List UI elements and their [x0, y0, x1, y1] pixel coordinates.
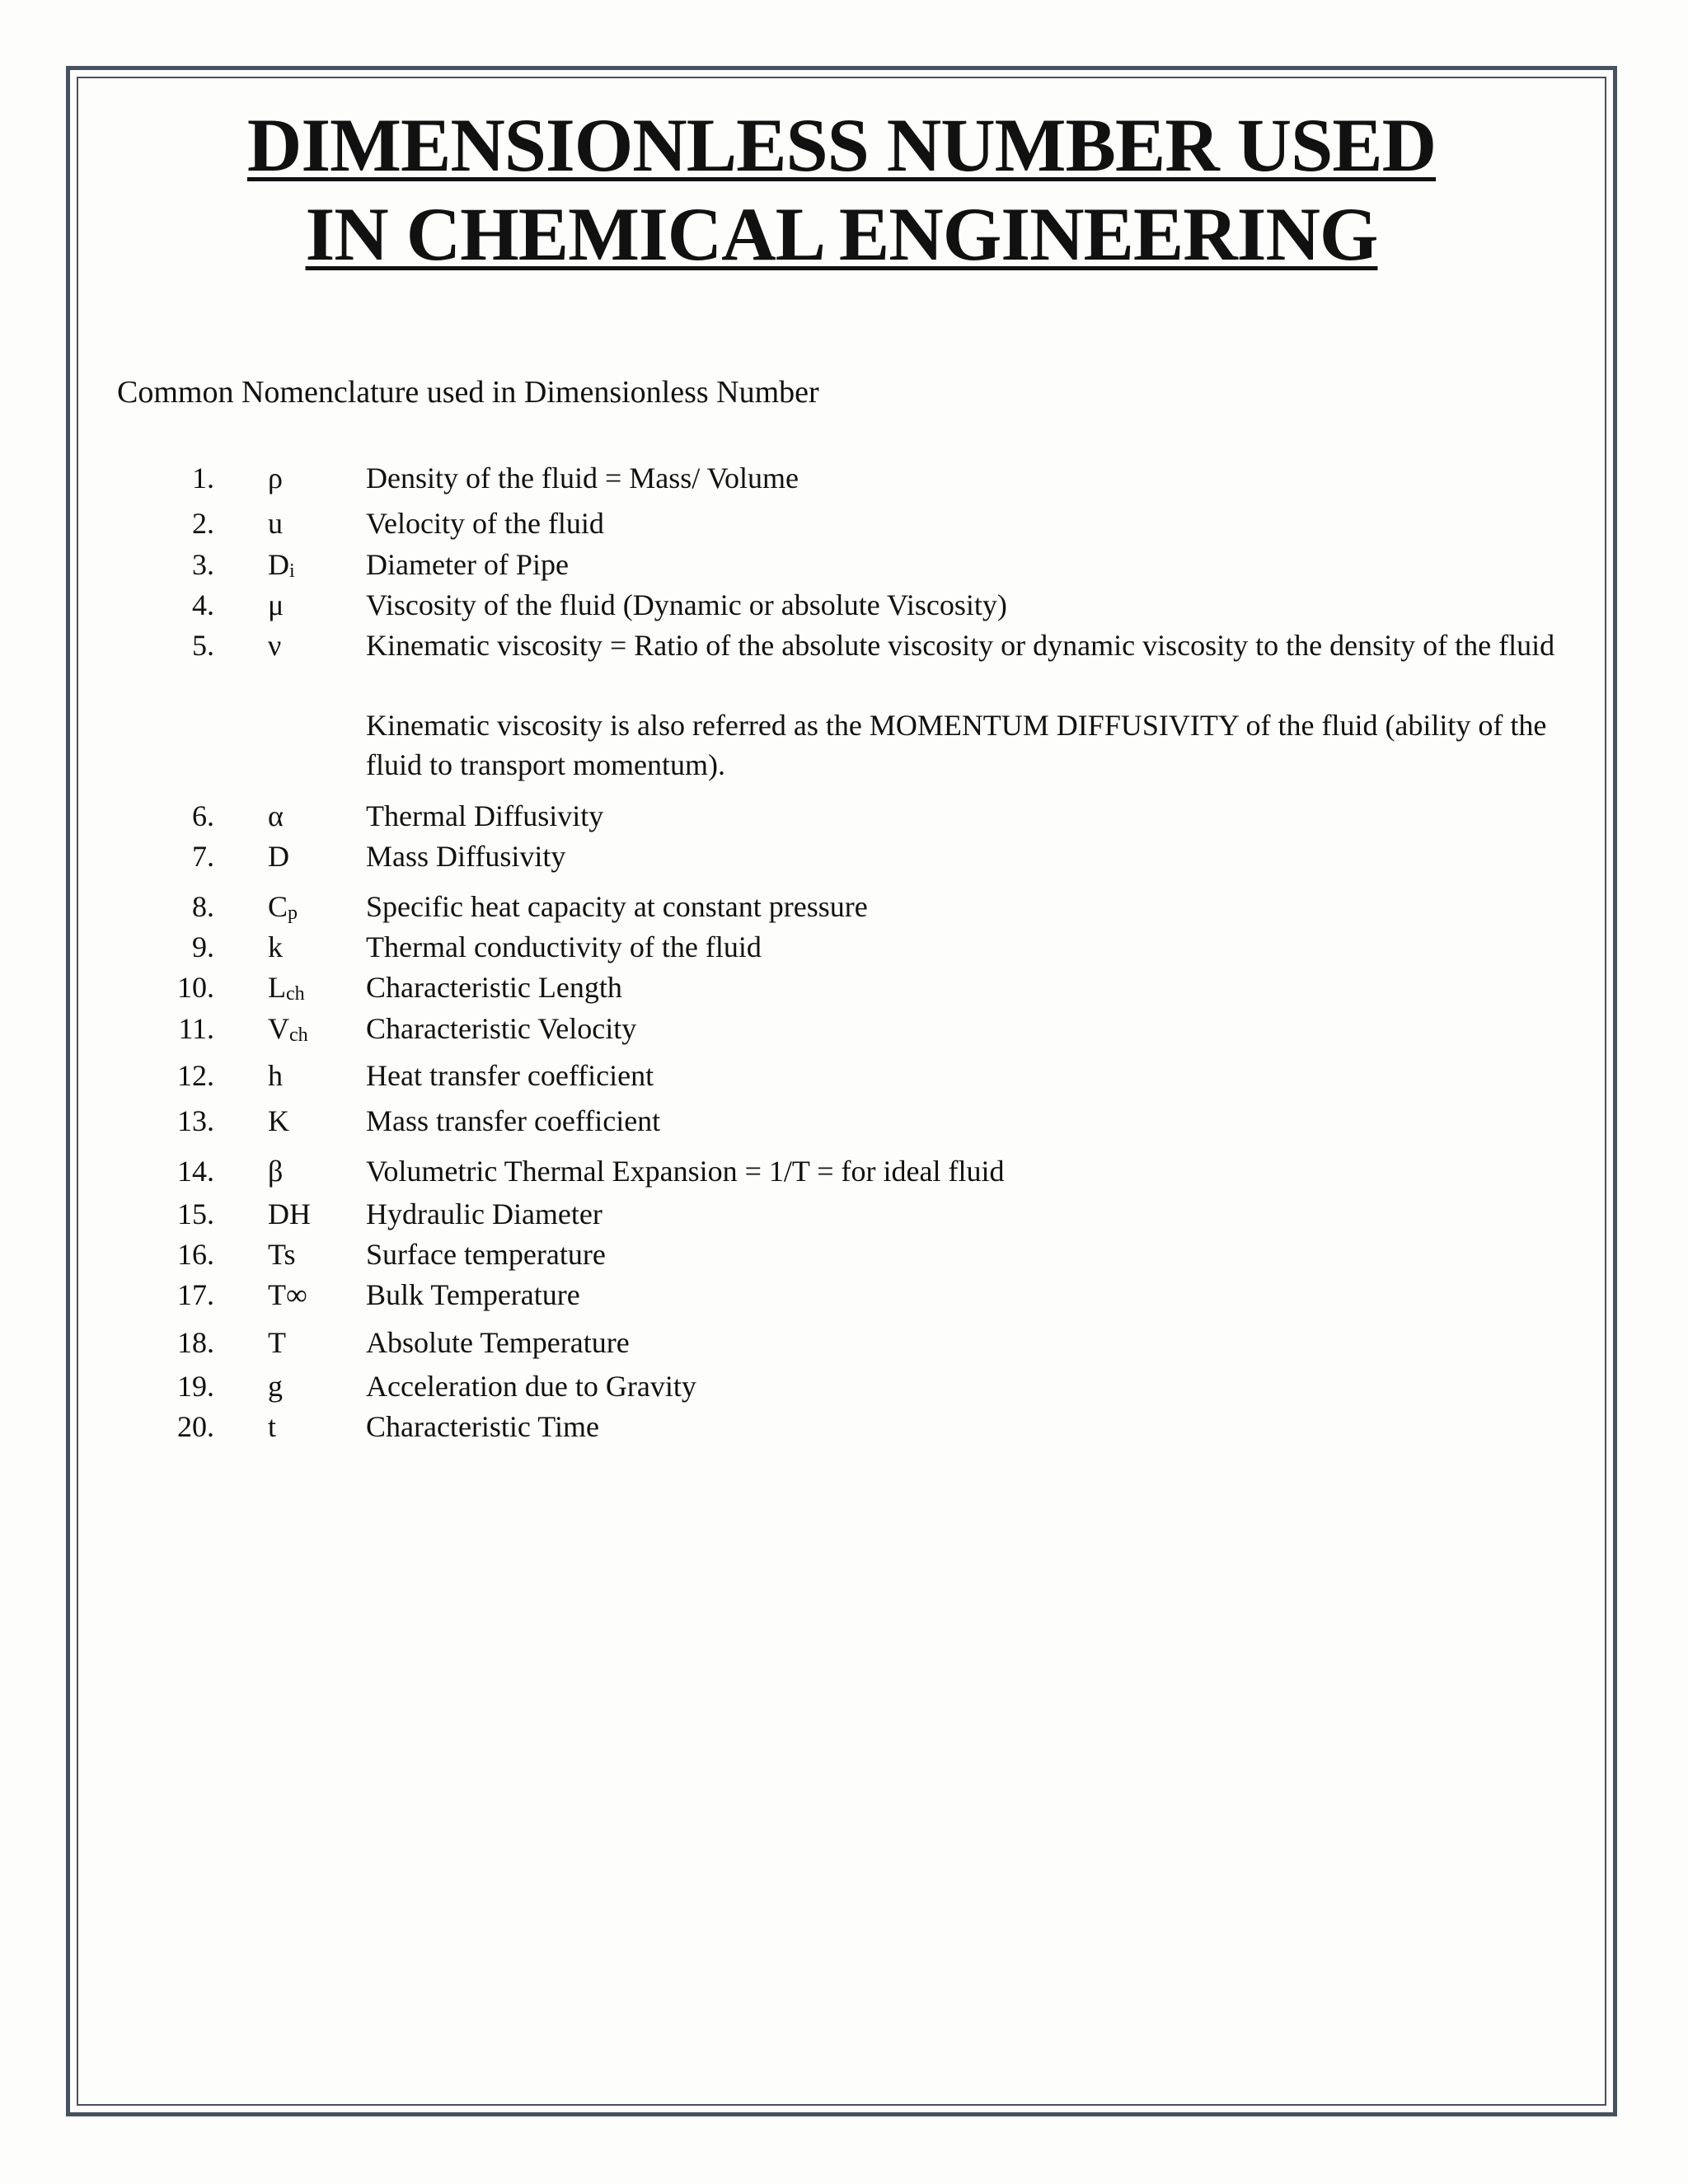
item-symbol-subscript: ch — [286, 983, 305, 1005]
item-symbol — [268, 887, 359, 933]
item-number: 17. — [177, 1278, 214, 1311]
item-symbol — [268, 1151, 359, 1191]
item-description: Surface temperature — [366, 1238, 606, 1271]
item-number: 11. — [178, 1012, 214, 1045]
item-number: 3. — [192, 548, 214, 581]
kinematic-viscosity-note: Kinematic viscosity is also referred as the MOMENTUM DIFFUSIVITY of the fluid (ability of the fluid to transport momentum). — [366, 709, 1547, 781]
item-symbol-main: ρ — [268, 462, 283, 494]
item-symbol-main: DH — [268, 1197, 311, 1230]
item-number: 1. — [192, 462, 214, 494]
item-number: 20. — [177, 1410, 214, 1443]
item-number: 14. — [177, 1155, 214, 1188]
item-description: Kinematic viscosity = Ratio of the absolute viscosity or dynamic viscosity to the density of the fluid — [366, 629, 1555, 662]
item-symbol — [268, 1194, 359, 1234]
item-description: Density of the fluid = Mass/ Volume — [366, 462, 799, 494]
item-symbol — [268, 1323, 359, 1362]
item-symbol — [268, 837, 359, 876]
page-title — [77, 101, 1606, 279]
item-symbol-main: u — [268, 507, 283, 540]
item-symbol-main: t — [268, 1410, 277, 1443]
item-symbol-main: α — [268, 799, 284, 832]
item-symbol-main: D — [268, 840, 289, 873]
item-symbol — [268, 1009, 359, 1055]
item-description: Hydraulic Diameter — [366, 1197, 603, 1230]
item-symbol-subscript: p — [288, 902, 298, 924]
item-description: Heat transfer coefficient — [366, 1059, 654, 1092]
item-description: Volumetric Thermal Expansion = 1/T = for ideal fluid — [366, 1155, 1005, 1188]
item-symbol — [268, 1366, 359, 1406]
item-number: 5. — [192, 629, 214, 662]
item-description: Mass Diffusivity — [366, 840, 566, 873]
title-line-2: IN CHEMICAL ENGINEERING — [305, 192, 1378, 276]
item-description: Acceleration due to Gravity — [366, 1370, 696, 1403]
item-symbol — [268, 796, 359, 836]
item-number: 12. — [177, 1059, 214, 1092]
item-symbol-main: h — [268, 1059, 283, 1092]
item-description: Absolute Temperature — [366, 1326, 630, 1359]
item-symbol — [268, 927, 359, 967]
item-number: 15. — [177, 1197, 214, 1230]
item-description: Thermal conductivity of the fluid — [366, 930, 762, 963]
item-number: 13. — [177, 1104, 214, 1137]
item-number: 16. — [177, 1238, 214, 1271]
item-description: Velocity of the fluid — [366, 507, 604, 540]
item-symbol-subscript: ch — [289, 1024, 308, 1046]
item-number: 6. — [192, 799, 214, 832]
item-description: Characteristic Time — [366, 1410, 599, 1443]
item-symbol-subscript: i — [289, 560, 295, 582]
item-description: Characteristic Length — [366, 971, 622, 1004]
item-symbol-main: T — [268, 1326, 286, 1359]
item-symbol-main: D — [268, 548, 289, 581]
item-symbol — [268, 458, 359, 498]
item-symbol — [268, 1056, 359, 1095]
item-number: 9. — [192, 930, 214, 963]
item-symbol-main: g — [268, 1370, 283, 1403]
item-symbol — [268, 1407, 359, 1446]
item-symbol-main: V — [268, 1012, 289, 1045]
item-symbol — [268, 968, 359, 1014]
item-description: Viscosity of the fluid (Dynamic or absolute Viscosity) — [366, 588, 1007, 621]
item-symbol-main: K — [268, 1104, 289, 1137]
item-symbol-main: L — [268, 971, 286, 1004]
item-description: Specific heat capacity at constant pressure — [366, 890, 868, 923]
item-number: 8. — [192, 890, 214, 923]
item-number: 18. — [177, 1326, 214, 1359]
item-description: Bulk Temperature — [366, 1278, 580, 1311]
item-number: 2. — [192, 507, 214, 540]
item-symbol-main: T∞ — [268, 1278, 307, 1311]
section-heading: Common Nomenclature used in Dimensionless Number — [117, 375, 819, 410]
item-symbol-main: C — [268, 890, 288, 923]
title-line-1: DIMENSIONLESS NUMBER USED — [246, 103, 1437, 187]
item-description: Diameter of Pipe — [366, 548, 569, 581]
item-symbol — [268, 1101, 359, 1141]
item-symbol-main: k — [268, 930, 283, 963]
item-number: 10. — [177, 971, 214, 1004]
item-symbol — [268, 1235, 359, 1274]
item-symbol-main: ν — [268, 629, 282, 662]
item-symbol — [268, 504, 359, 543]
item-number: 19. — [177, 1370, 214, 1403]
item-symbol — [268, 545, 359, 591]
item-symbol-main: Ts — [268, 1238, 296, 1271]
item-number: 7. — [192, 840, 214, 873]
item-symbol — [268, 585, 359, 625]
item-symbol-main: β — [268, 1155, 284, 1188]
item-symbol — [268, 1275, 359, 1315]
item-number: 4. — [192, 588, 214, 621]
item-symbol — [268, 626, 359, 665]
item-description: Thermal Diffusivity — [366, 799, 604, 832]
item-description: Mass transfer coefficient — [366, 1104, 661, 1137]
item-symbol-main: μ — [268, 588, 284, 621]
item-description: Characteristic Velocity — [366, 1012, 637, 1045]
